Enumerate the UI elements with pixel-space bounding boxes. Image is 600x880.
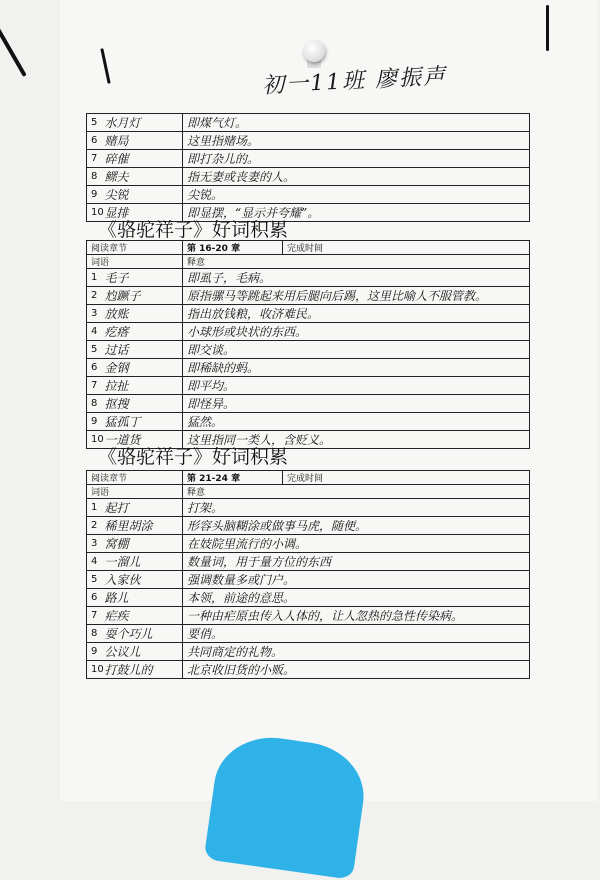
table-row — [87, 168, 530, 186]
student-name-heading: 初一11班 廖振声 — [261, 64, 448, 99]
table-row — [87, 287, 530, 305]
row-number: 3 — [87, 305, 101, 323]
vocab-meaning: 一种由疟原虫传入人体的，让人忽热的急性传染病。 — [183, 607, 530, 625]
table-row — [87, 395, 530, 413]
row-number: 9 — [87, 643, 101, 661]
vocab-meaning: 尖锐。 — [183, 186, 530, 204]
vocab-word: 碎催 — [101, 150, 183, 168]
ink-stroke-right — [546, 5, 549, 51]
vocab-meaning: 指无妻或丧妻的人。 — [183, 168, 530, 186]
vocab-meaning: 在妓院里流行的小调。 — [183, 535, 530, 553]
vocab-word: 显排 — [101, 204, 183, 222]
vocab-word: 公议儿 — [101, 643, 183, 661]
vocab-word: 尖锐 — [101, 186, 183, 204]
row-number: 1 — [87, 499, 101, 517]
vocab-meaning: 指出放钱粮，收济难民。 — [183, 305, 530, 323]
pushpin-icon — [303, 40, 325, 62]
vocab-meaning: 数量词，用于量方位的东西 — [183, 553, 530, 571]
vocab-word: 过话 — [101, 341, 183, 359]
vocab-word: 鳏夫 — [101, 168, 183, 186]
vocab-meaning: 这里指赌场。 — [183, 132, 530, 150]
table-row — [87, 114, 530, 132]
row-number: 6 — [87, 132, 101, 150]
table-row — [87, 535, 530, 553]
row-number: 10 — [87, 661, 101, 679]
row-number: 10 — [87, 204, 101, 222]
row-number: 3 — [87, 535, 101, 553]
row-number: 4 — [87, 553, 101, 571]
vocab-meaning: 原指骡马等跳起来用后腿向后踢，这里比喻人不服管教。 — [183, 287, 530, 305]
table-row — [87, 186, 530, 204]
vocab-word: 尥蹶子 — [101, 287, 183, 305]
vocab-word: 金钢 — [101, 359, 183, 377]
vocab-meaning: 即怪异。 — [183, 395, 530, 413]
row-number: 8 — [87, 168, 101, 186]
vocab-meaning: 要俏。 — [183, 625, 530, 643]
vocab-table-16-20 — [86, 240, 530, 449]
completion-time-label: 完成时间 — [283, 471, 530, 485]
table-row — [87, 305, 530, 323]
column-header-meaning: 释意 — [183, 255, 530, 269]
vocab-meaning: 即打杂儿的。 — [183, 150, 530, 168]
vocab-word: 一道货 — [101, 431, 183, 449]
chapter-range: 第 21-24 章 — [183, 471, 283, 485]
vocab-word: 一溜儿 — [101, 553, 183, 571]
vocab-word: 抠搜 — [101, 395, 183, 413]
row-number: 9 — [87, 413, 101, 431]
table-row — [87, 413, 530, 431]
table-row — [87, 269, 530, 287]
table-row — [87, 553, 530, 571]
vocab-word: 疙瘩 — [101, 323, 183, 341]
vocab-meaning: 本领，前途的意思。 — [183, 589, 530, 607]
row-number: 1 — [87, 269, 101, 287]
vocab-word: 猛孤丁 — [101, 413, 183, 431]
vocab-meaning: 打架。 — [183, 499, 530, 517]
table-row — [87, 132, 530, 150]
table-row — [87, 643, 530, 661]
row-number: 6 — [87, 589, 101, 607]
vocab-meaning: 北京收旧货的小贩。 — [183, 661, 530, 679]
vocab-word: 拉扯 — [101, 377, 183, 395]
vocab-meaning: 猛然。 — [183, 413, 530, 431]
row-number: 5 — [87, 341, 101, 359]
table-row — [87, 499, 530, 517]
table-row — [87, 323, 530, 341]
column-header-meaning: 释意 — [183, 485, 530, 499]
vocab-word: 起打 — [101, 499, 183, 517]
vocab-meaning: 即交谈。 — [183, 341, 530, 359]
table-row — [87, 359, 530, 377]
table-row — [87, 517, 530, 535]
vocab-meaning: 形容头脑糊涂或做事马虎，随便。 — [183, 517, 530, 535]
chapter-range: 第 16-20 章 — [183, 241, 283, 255]
vocab-word: 毛子 — [101, 269, 183, 287]
vocab-meaning: 这里指同一类人，含贬义。 — [183, 431, 530, 449]
row-number: 4 — [87, 323, 101, 341]
row-number: 5 — [87, 571, 101, 589]
table-row — [87, 150, 530, 168]
vocab-table-21-24 — [86, 470, 530, 679]
table-row — [87, 607, 530, 625]
vocab-word: 赌局 — [101, 132, 183, 150]
row-number: 5 — [87, 114, 101, 132]
table-row — [87, 661, 530, 679]
table-row — [87, 571, 530, 589]
vocab-meaning: 强调数量多或门户。 — [183, 571, 530, 589]
read-chapter-label: 阅读章节 — [87, 241, 183, 255]
table-row — [87, 341, 530, 359]
table-row — [87, 589, 530, 607]
row-number: 8 — [87, 625, 101, 643]
row-number: 2 — [87, 287, 101, 305]
vocab-meaning: 即煤气灯。 — [183, 114, 530, 132]
row-number: 8 — [87, 395, 101, 413]
vocab-table-continued — [86, 113, 530, 222]
read-chapter-label: 阅读章节 — [87, 471, 183, 485]
vocab-meaning: 即稀缺的蚂。 — [183, 359, 530, 377]
section-title-21-24: 《骆驼祥子》好词积累 — [98, 446, 289, 468]
column-header-word: 词语 — [87, 485, 183, 499]
vocab-word: 窝棚 — [101, 535, 183, 553]
vocab-word: 疟疾 — [101, 607, 183, 625]
vocab-meaning: 共同商定的礼物。 — [183, 643, 530, 661]
table-row — [87, 625, 530, 643]
ink-stroke-left — [0, 23, 27, 77]
vocab-word: 入家伙 — [101, 571, 183, 589]
row-number: 7 — [87, 377, 101, 395]
row-number: 7 — [87, 150, 101, 168]
table-row — [87, 377, 530, 395]
vocab-meaning: 即平均。 — [183, 377, 530, 395]
vocab-word: 稀里胡涂 — [101, 517, 183, 535]
vocab-meaning: 即虱子，毛病。 — [183, 269, 530, 287]
vocab-word: 放账 — [101, 305, 183, 323]
row-number: 10 — [87, 431, 101, 449]
row-number: 9 — [87, 186, 101, 204]
row-number: 2 — [87, 517, 101, 535]
vocab-meaning: 小球形或块状的东西。 — [183, 323, 530, 341]
column-header-word: 词语 — [87, 255, 183, 269]
completion-time-label: 完成时间 — [283, 241, 530, 255]
vocab-meaning: 即显摆，“显示并夸耀”。 — [183, 204, 530, 222]
row-number: 6 — [87, 359, 101, 377]
vocab-word: 路儿 — [101, 589, 183, 607]
section-title-16-20: 《骆驼祥子》好词积累 — [98, 219, 289, 241]
vocab-word: 打鼓儿的 — [101, 661, 183, 679]
row-number: 7 — [87, 607, 101, 625]
vocab-word: 水月灯 — [101, 114, 183, 132]
vocab-word: 耍个巧儿 — [101, 625, 183, 643]
